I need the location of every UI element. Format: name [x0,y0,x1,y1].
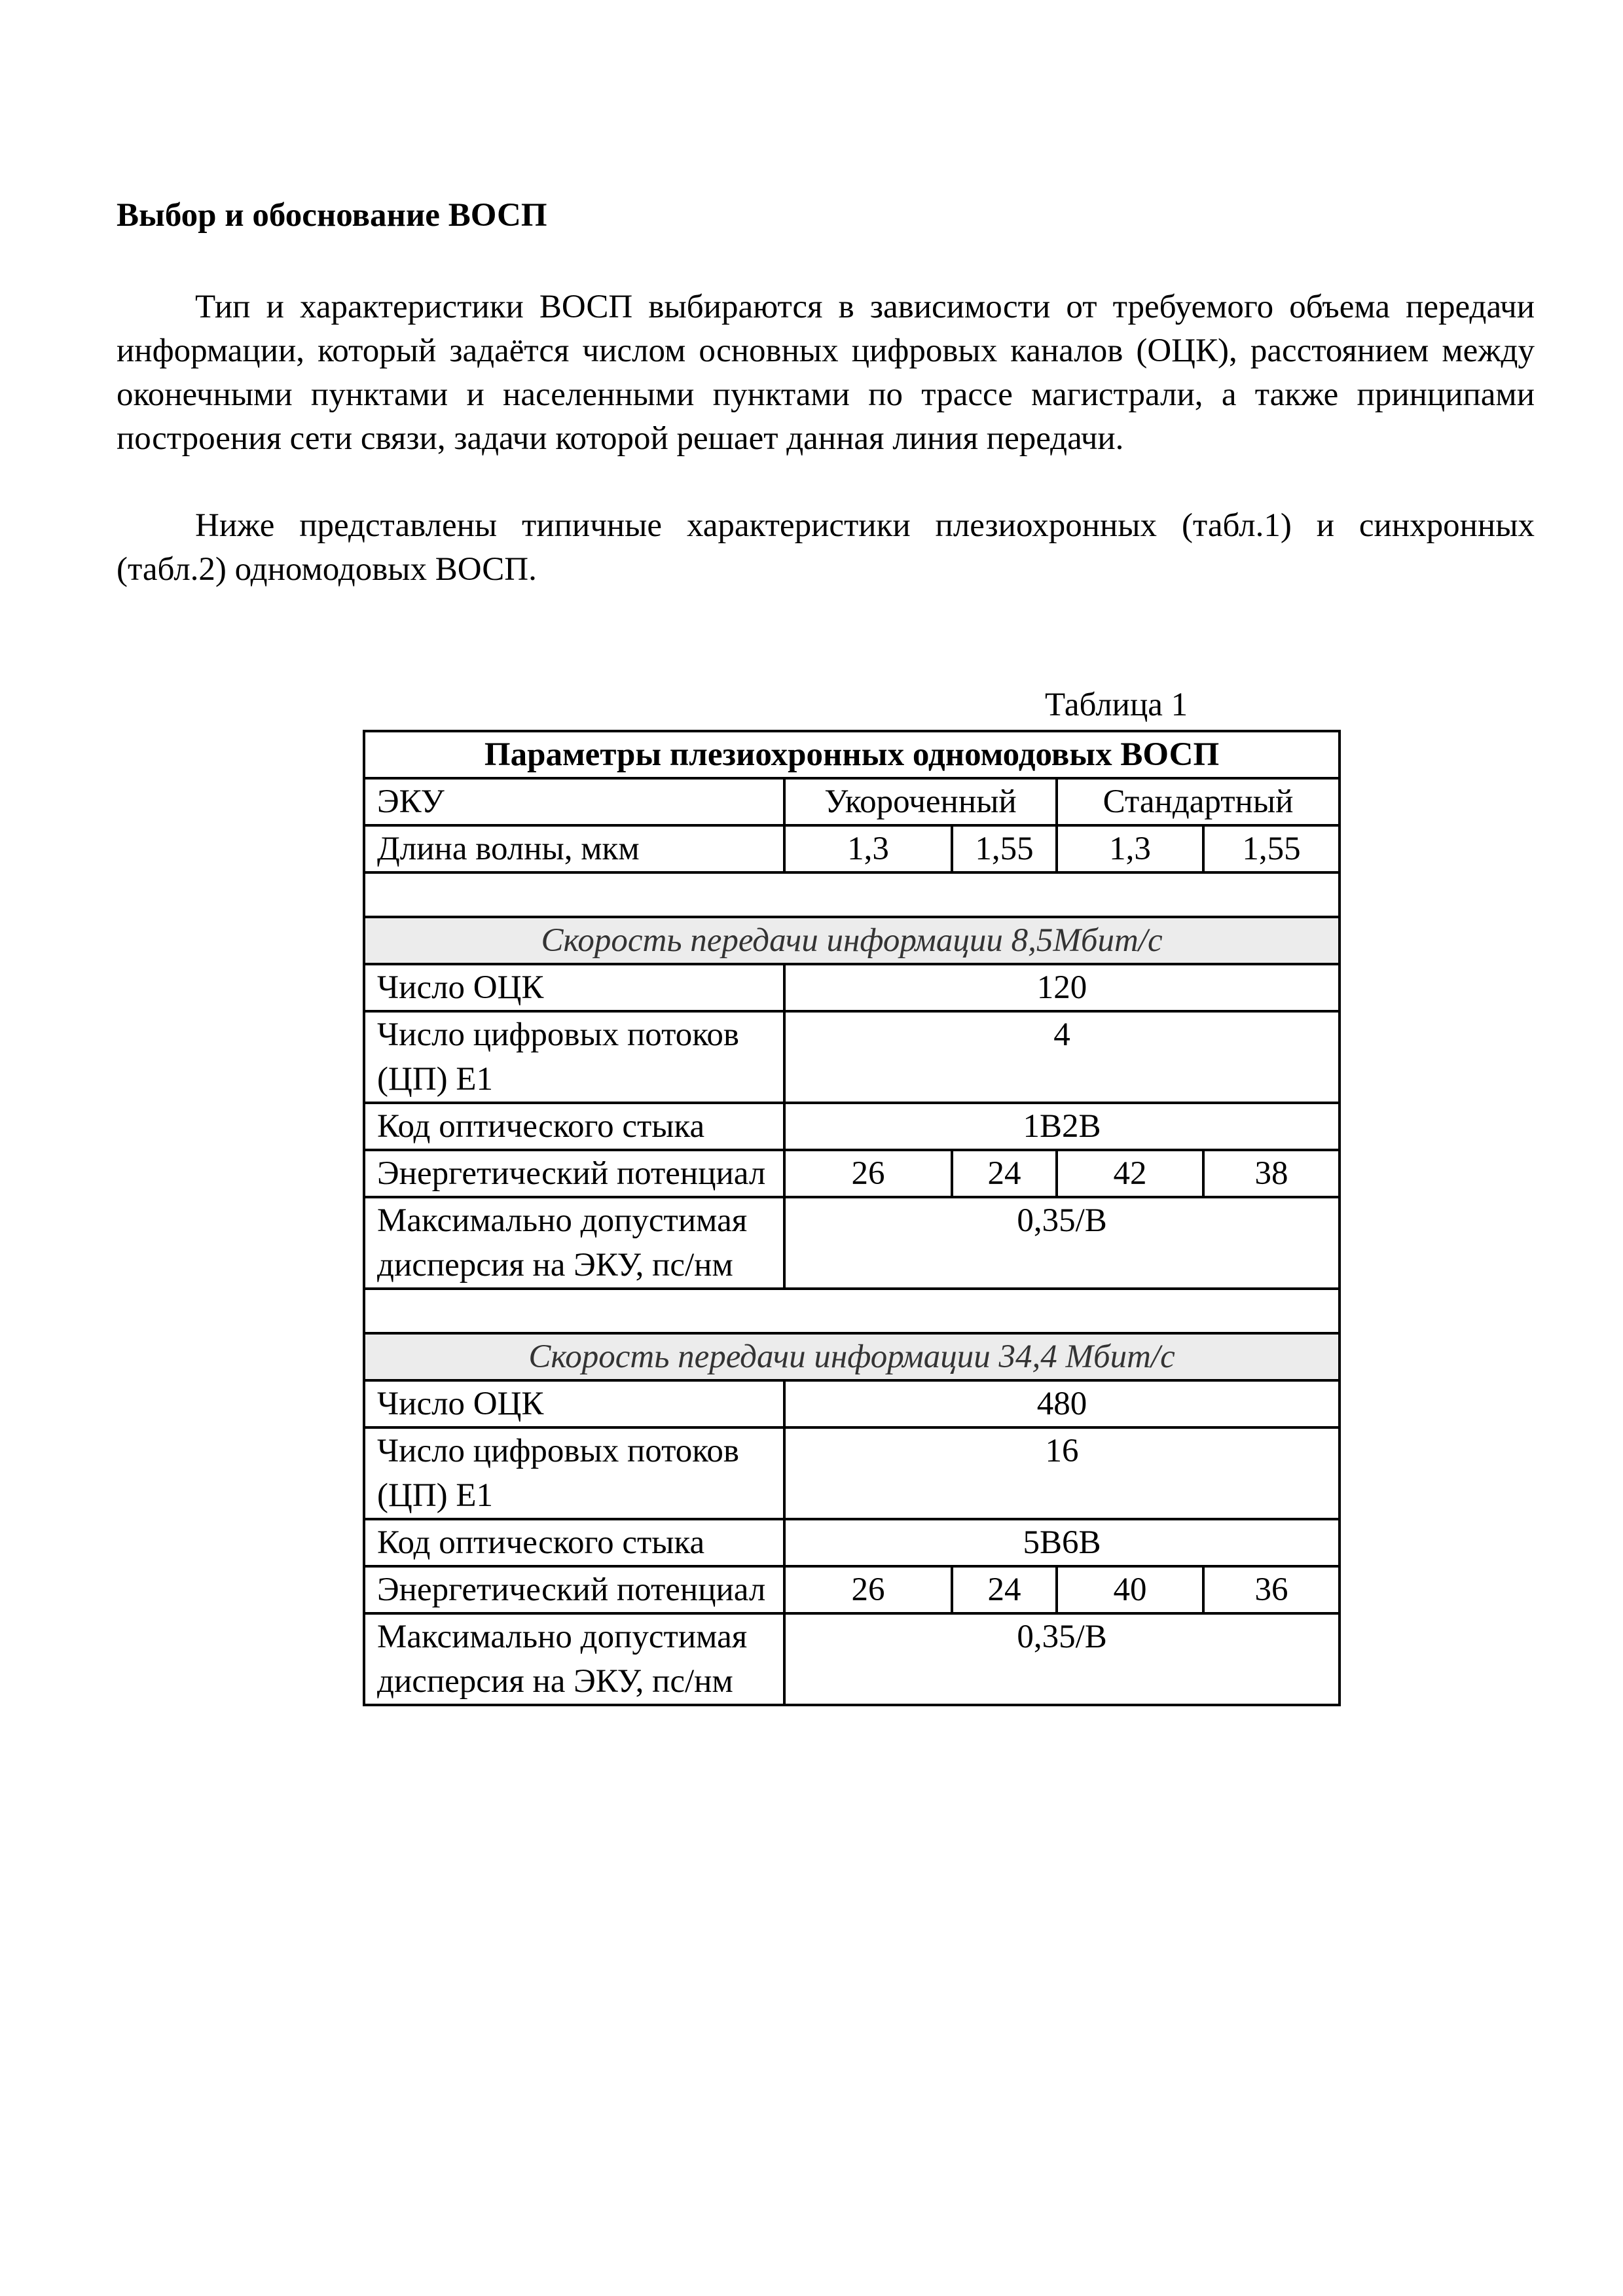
streams-row [364,1011,1340,1103]
streams-label: Число цифровых потоков (ЦП) Е1 [364,1011,784,1103]
code-value: 1В2В [784,1103,1340,1150]
wavelength-cell: 1,55 [952,825,1057,872]
table-title-row [364,731,1340,778]
dispersion-label: Максимально допустимая дисперсия на ЭКУ, пс/нм [364,1197,784,1289]
energy-cell: 40 [1057,1566,1203,1613]
ock-label: Число ОЦК [364,964,784,1011]
code-label: Код оптического стыка [364,1103,784,1150]
table-title: Параметры плезиохронных одномодовых ВОСП [364,731,1340,778]
code-row [364,1519,1340,1566]
dispersion-value: 0,35/В [784,1613,1340,1705]
code-value: 5В6В [784,1519,1340,1566]
dispersion-row [364,1613,1340,1705]
wavelength-cell: 1,55 [1203,825,1340,872]
energy-label: Энергетический потенциал [364,1150,784,1197]
code-row [364,1103,1340,1150]
intro-paragraph: Тип и характеристики ВОСП выбираются в зависимости от требуемого объема передачи информации, который задаётся числом основных цифровых каналов (ОЦК), расстоянием между оконечными пунктами и населенными пунктами по трассе магистрали, а также принципами построения сети связи, задачи которой решает данная линия передачи. [117,289,1535,457]
streams-row [364,1427,1340,1519]
wavelength-row [364,825,1340,872]
ock-value: 120 [784,964,1340,1011]
spacer-row [364,872,1340,917]
energy-row [364,1566,1340,1613]
spacer-row [364,1289,1340,1333]
streams-value: 16 [784,1427,1340,1519]
eku-short: Укороченный [784,778,1057,825]
ock-label: Число ОЦК [364,1380,784,1427]
energy-cell: 26 [784,1150,952,1197]
tables-paragraph: Ниже представлены типичные характеристики плезиохронных (табл.1) и синхронных (табл.2) одномодовых ВОСП. [117,507,1535,588]
code-label: Код оптического стыка [364,1519,784,1566]
energy-cell: 26 [784,1566,952,1613]
dispersion-row [364,1197,1340,1289]
energy-cell: 36 [1203,1566,1340,1613]
ock-value: 480 [784,1380,1340,1427]
speed-row [364,1333,1340,1380]
section-heading: Выбор и обоснование ВОСП [117,197,547,234]
energy-cell: 24 [952,1150,1057,1197]
ock-row [364,1380,1340,1427]
energy-cell: 24 [952,1566,1057,1613]
eku-label: ЭКУ [364,778,784,825]
energy-cell: 42 [1057,1150,1203,1197]
ock-row [364,964,1340,1011]
eku-standard: Стандартный [1057,778,1340,825]
energy-cell: 38 [1203,1150,1340,1197]
parameters-table [363,730,1338,1706]
streams-label: Число цифровых потоков (ЦП) Е1 [364,1427,784,1519]
wavelength-cell: 1,3 [1057,825,1203,872]
energy-label: Энергетический потенциал [364,1566,784,1613]
wavelength-label: Длина волны, мкм [364,825,784,872]
wavelength-cell: 1,3 [784,825,952,872]
dispersion-value: 0,35/В [784,1197,1340,1289]
table-caption: Таблица 1 [1045,687,1188,723]
dispersion-label: Максимально допустимая дисперсия на ЭКУ, пс/нм [364,1613,784,1705]
streams-value: 4 [784,1011,1340,1103]
speed-label: Скорость передачи информации 34,4 Мбит/с [364,1333,1340,1380]
speed-label: Скорость передачи информации 8,5Мбит/с [364,917,1340,964]
speed-row [364,917,1340,964]
eku-row [364,778,1340,825]
energy-row [364,1150,1340,1197]
